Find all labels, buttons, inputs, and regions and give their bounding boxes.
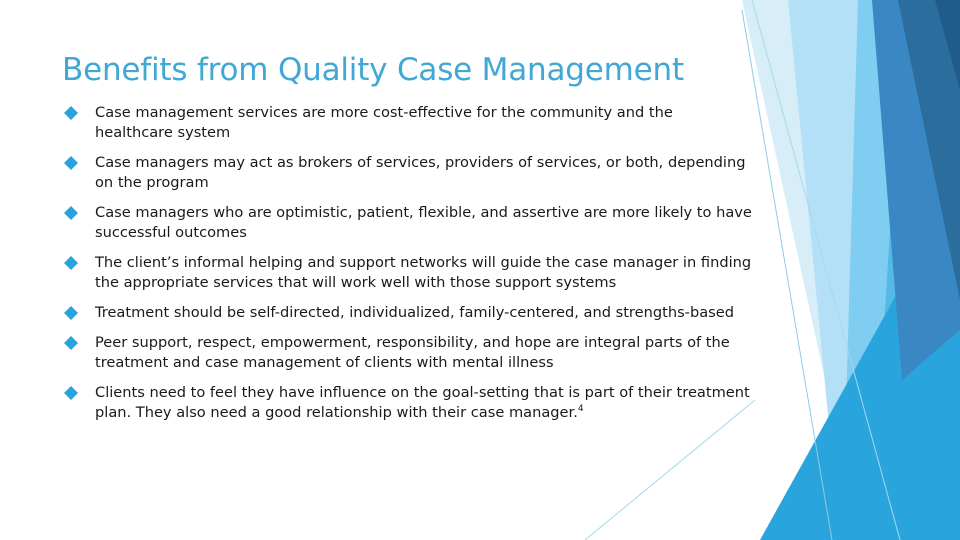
- bullet-text: Peer support, respect, empowerment, responsibility, and hope are integral parts of the treatment and case management of clients with mental illness: [95, 334, 730, 371]
- bullet-item: [64, 253, 754, 293]
- bullet-item: [64, 303, 754, 323]
- diamond-bullet-icon: [64, 386, 78, 400]
- bullet-item: [64, 333, 754, 373]
- bullet-text: Case management services are more cost-effective for the community and the healthcare system: [95, 104, 673, 141]
- bullet-item: [64, 383, 754, 423]
- diamond-bullet-icon: [64, 156, 78, 170]
- diamond-bullet-icon: [64, 336, 78, 350]
- bullet-text-with-citation: [95, 383, 754, 423]
- bullet-item: [64, 103, 754, 143]
- bullet-text: Treatment should be self-directed, individualized, family-centered, and strengths-based: [95, 304, 734, 321]
- diamond-bullet-icon: [64, 306, 78, 320]
- bullet-text: Clients need to feel they have influence on the goal-setting that is part of their treatment plan. They also need a good relationship with their case manager.: [95, 384, 750, 421]
- bullet-text: The client’s informal helping and support networks will guide the case manager in finding the appropriate services that will work well with those support systems: [95, 254, 752, 291]
- slide-title: Benefits from Quality Case Management: [62, 52, 684, 88]
- citation-superscript: 4: [577, 404, 584, 415]
- diamond-bullet-icon: [64, 106, 78, 120]
- diamond-bullet-icon: [64, 256, 78, 270]
- bullet-item: [64, 153, 754, 193]
- diamond-bullet-icon: [64, 206, 78, 220]
- bullet-text: Case managers may act as brokers of services, providers of services, or both, depending on the program: [95, 154, 746, 191]
- bullet-item: [64, 203, 754, 243]
- bullet-text: Case managers who are optimistic, patient, flexible, and assertive are more likely to have successful outcomes: [95, 204, 752, 241]
- bullet-list: [64, 103, 754, 433]
